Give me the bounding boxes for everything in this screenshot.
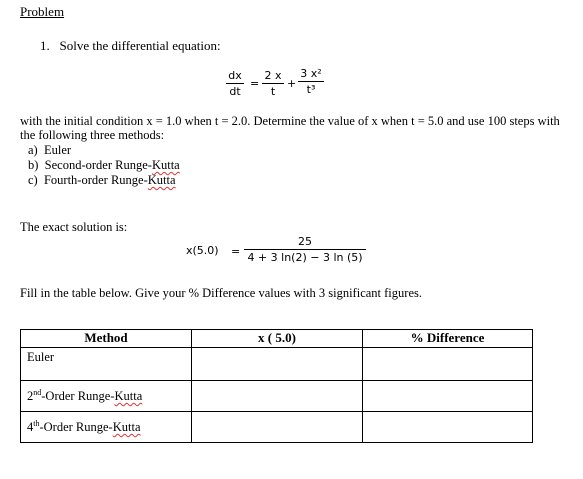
ordinal-suffix: th [33, 418, 40, 428]
method-name-spellcheck: Kutta [114, 389, 143, 404]
cell-diff-rk4[interactable] [363, 412, 533, 443]
eq-term2-num: 3 x² [300, 67, 322, 80]
row-rk4-method [21, 412, 192, 443]
exact-num: 25 [298, 235, 312, 248]
row-euler-method [21, 348, 192, 381]
exact-solution-label: The exact solution is: [20, 220, 128, 234]
header-method: Method [21, 330, 192, 348]
list-marker: c) [28, 173, 38, 187]
list-marker: a) [28, 143, 38, 157]
method-list-item-c [28, 173, 176, 187]
method-name-spellcheck: Kutta [112, 420, 141, 435]
fraction-bar [298, 81, 324, 82]
header-x-5: x ( 5.0) [192, 330, 363, 348]
cell-x-rk2[interactable] [192, 381, 363, 412]
fraction-dx-dt [226, 69, 244, 98]
method-name: Euler [27, 350, 55, 364]
eq-term2-den: t³ [306, 83, 316, 96]
method-name: -Order Runge- [41, 389, 115, 404]
exact-lhs: x(5.0) [186, 244, 219, 257]
method-name: -Order Runge- [39, 420, 113, 435]
table-header-row [21, 330, 533, 348]
eq-term1-num: 2 x [264, 69, 282, 82]
method-name-prefix: 4 [27, 420, 34, 435]
page-title: Problem [20, 4, 65, 19]
fraction-bar [226, 83, 244, 84]
exact-fraction [244, 235, 366, 264]
eq-equals: = [250, 77, 260, 90]
fraction-bar [262, 83, 284, 84]
exact-den: 4 + 3 ln(2) − 3 ln (5) [247, 251, 363, 264]
method-name-prefix: 2 [27, 389, 34, 404]
table-row [21, 412, 533, 443]
cell-diff-euler[interactable] [363, 348, 533, 381]
table-row [21, 348, 533, 381]
header-percent-difference: % Difference [363, 330, 533, 348]
question-text: Solve the differential equation: [59, 38, 221, 53]
list-label: Fourth-order Runge- [43, 173, 148, 187]
list-label: Euler [43, 143, 72, 157]
eq-lhs-num: dx [228, 69, 242, 82]
question-prompt [40, 38, 221, 54]
ordinal-suffix: nd [33, 387, 42, 397]
question-number: 1. [40, 38, 50, 53]
cell-x-rk4[interactable] [192, 412, 363, 443]
results-table [20, 329, 533, 443]
cell-x-euler[interactable] [192, 348, 363, 381]
fraction-3x2-t3 [298, 67, 324, 96]
row-rk2-method [21, 381, 192, 412]
method-list-item-b [28, 158, 180, 172]
eq-term1-den: t [270, 85, 276, 98]
list-label-spellcheck: Kutta [151, 158, 180, 172]
initial-condition-text: with the initial condition x = 1.0 when t = 2.0. Determine the value of x when t = 5.0 and use 100 steps with the following three methods: [20, 114, 560, 142]
exact-equals: = [231, 245, 241, 258]
method-list-item-a [28, 143, 71, 157]
cell-diff-rk2[interactable] [363, 381, 533, 412]
fraction-2x-t [262, 69, 284, 98]
eq-lhs-den: dt [229, 85, 241, 98]
list-label-spellcheck: Kutta [147, 173, 176, 187]
list-marker: b) [28, 158, 39, 172]
eq-plus: + [287, 77, 297, 90]
fill-instruction: Fill in the table below. Give your % Difference values with 3 significant figures. [20, 286, 422, 300]
fraction-bar [244, 249, 366, 250]
table-row [21, 381, 533, 412]
list-label: Second-order Runge- [44, 158, 152, 172]
